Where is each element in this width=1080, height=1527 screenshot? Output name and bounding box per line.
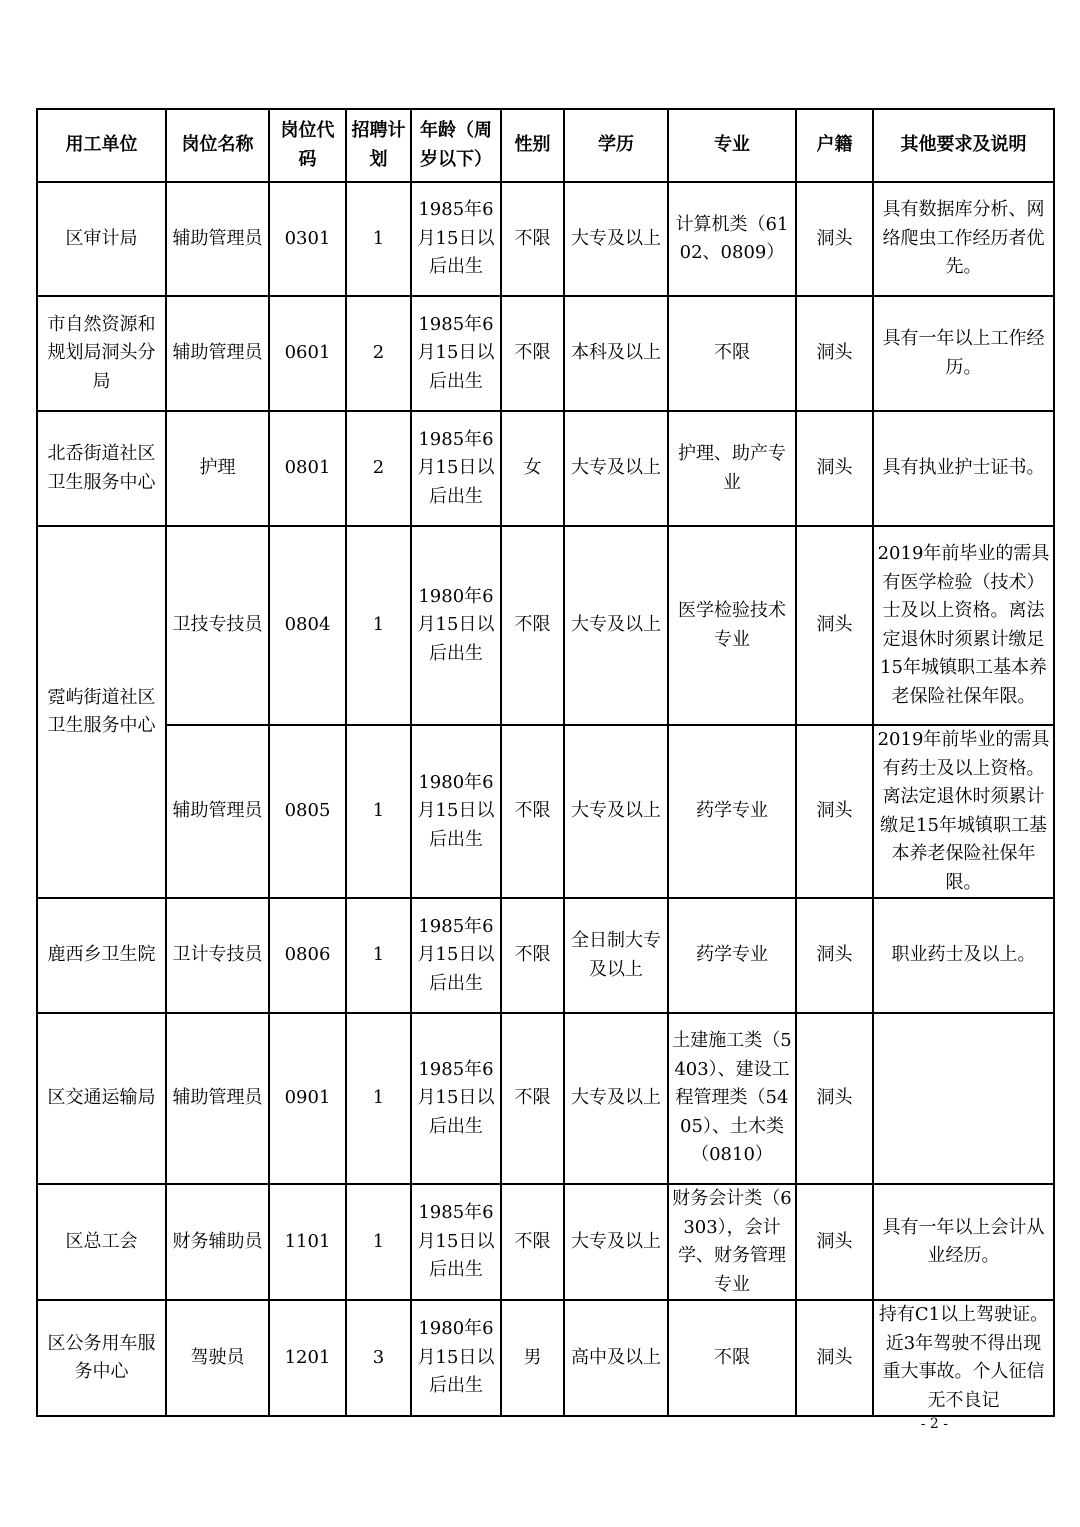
cell-post: 辅助管理员 [166, 182, 269, 296]
cell-post: 驾驶员 [166, 1300, 269, 1416]
cell-age: 1985年6月15日以后出生 [411, 1013, 501, 1184]
header-plan: 招聘计划 [346, 109, 411, 182]
cell-post: 辅助管理员 [166, 296, 269, 411]
header-unit: 用工单位 [37, 109, 166, 182]
cell-notes: 2019年前毕业的需具有药士及以上资格。离法定退休时须累计缴足15年城镇职工基本养老保险社保年限。 [873, 725, 1054, 898]
header-gender: 性别 [501, 109, 564, 182]
cell-age: 1985年6月15日以后出生 [411, 1184, 501, 1300]
cell-code: 0601 [269, 296, 346, 411]
cell-age: 1980年6月15日以后出生 [411, 526, 501, 725]
cell-hukou: 洞头 [796, 182, 873, 296]
header-age: 年龄（周岁以下） [411, 109, 501, 182]
cell-major: 土建施工类（5403）、建设工程管理类（5405）、土木类（0810） [668, 1013, 796, 1184]
table-row [37, 1184, 1054, 1300]
cell-hukou: 洞头 [796, 1184, 873, 1300]
cell-hukou: 洞头 [796, 296, 873, 411]
cell-post: 辅助管理员 [166, 1013, 269, 1184]
cell-age: 1985年6月15日以后出生 [411, 411, 501, 526]
cell-gender: 不限 [501, 1184, 564, 1300]
cell-age: 1985年6月15日以后出生 [411, 182, 501, 296]
table-row [37, 725, 1054, 898]
cell-hukou: 洞头 [796, 725, 873, 898]
cell-plan: 1 [346, 526, 411, 725]
table-header-row [37, 109, 1054, 182]
cell-age: 1980年6月15日以后出生 [411, 1300, 501, 1416]
cell-hukou: 洞头 [796, 1300, 873, 1416]
cell-age: 1985年6月15日以后出生 [411, 898, 501, 1013]
cell-age: 1985年6月15日以后出生 [411, 296, 501, 411]
cell-notes: 职业药士及以上。 [873, 898, 1054, 1013]
cell-plan: 2 [346, 296, 411, 411]
cell-education: 全日制大专及以上 [564, 898, 668, 1013]
cell-plan: 1 [346, 898, 411, 1013]
cell-notes: 具有一年以上会计从业经历。 [873, 1184, 1054, 1300]
cell-major: 医学检验技术专业 [668, 526, 796, 725]
cell-code: 0801 [269, 411, 346, 526]
cell-education: 大专及以上 [564, 526, 668, 725]
header-post: 岗位名称 [166, 109, 269, 182]
cell-notes: 具有数据库分析、网络爬虫工作经历者优先。 [873, 182, 1054, 296]
cell-major: 药学专业 [668, 725, 796, 898]
header-major: 专业 [668, 109, 796, 182]
cell-notes: 具有执业护士证书。 [873, 411, 1054, 526]
cell-plan: 3 [346, 1300, 411, 1416]
cell-hukou: 洞头 [796, 1013, 873, 1184]
cell-education: 大专及以上 [564, 1184, 668, 1300]
header-code: 岗位代码 [269, 109, 346, 182]
page-number: - 2 - [920, 1416, 948, 1432]
cell-code: 0301 [269, 182, 346, 296]
cell-education: 大专及以上 [564, 725, 668, 898]
cell-unit: 区总工会 [37, 1184, 166, 1300]
cell-plan: 1 [346, 182, 411, 296]
table-row [37, 182, 1054, 296]
table-row [37, 1013, 1054, 1184]
cell-major: 不限 [668, 296, 796, 411]
cell-gender: 不限 [501, 725, 564, 898]
cell-code: 0806 [269, 898, 346, 1013]
cell-gender: 男 [501, 1300, 564, 1416]
cell-major: 不限 [668, 1300, 796, 1416]
cell-gender: 女 [501, 411, 564, 526]
cell-gender: 不限 [501, 1013, 564, 1184]
cell-major: 护理、助产专业 [668, 411, 796, 526]
header-notes: 其他要求及说明 [873, 109, 1054, 182]
cell-code: 0804 [269, 526, 346, 725]
cell-unit: 区审计局 [37, 182, 166, 296]
cell-notes [873, 1013, 1054, 1184]
table-row [37, 296, 1054, 411]
cell-unit: 市自然资源和规划局洞头分局 [37, 296, 166, 411]
cell-post: 财务辅助员 [166, 1184, 269, 1300]
cell-unit: 鹿西乡卫生院 [37, 898, 166, 1013]
table-row [37, 526, 1054, 725]
cell-gender: 不限 [501, 296, 564, 411]
cell-unit: 北岙街道社区卫生服务中心 [37, 411, 166, 526]
cell-major: 计算机类（6102、0809） [668, 182, 796, 296]
cell-hukou: 洞头 [796, 411, 873, 526]
cell-notes: 持有C1以上驾驶证。近3年驾驶不得出现重大事故。个人征信无不良记 [873, 1300, 1054, 1416]
cell-gender: 不限 [501, 898, 564, 1013]
cell-major: 药学专业 [668, 898, 796, 1013]
cell-major: 财务会计类（6303），会计学、财务管理专业 [668, 1184, 796, 1300]
table-row [37, 1300, 1054, 1416]
cell-post: 卫技专技员 [166, 526, 269, 725]
cell-code: 1201 [269, 1300, 346, 1416]
cell-gender: 不限 [501, 182, 564, 296]
cell-plan: 2 [346, 411, 411, 526]
header-education: 学历 [564, 109, 668, 182]
cell-education: 高中及以上 [564, 1300, 668, 1416]
cell-education: 本科及以上 [564, 296, 668, 411]
cell-plan: 1 [346, 725, 411, 898]
cell-unit: 区公务用车服务中心 [37, 1300, 166, 1416]
cell-gender: 不限 [501, 526, 564, 725]
cell-education: 大专及以上 [564, 182, 668, 296]
cell-hukou: 洞头 [796, 526, 873, 725]
cell-post: 护理 [166, 411, 269, 526]
cell-code: 1101 [269, 1184, 346, 1300]
cell-post: 辅助管理员 [166, 725, 269, 898]
cell-hukou: 洞头 [796, 898, 873, 1013]
cell-age: 1980年6月15日以后出生 [411, 725, 501, 898]
cell-notes: 具有一年以上工作经历。 [873, 296, 1054, 411]
cell-plan: 1 [346, 1184, 411, 1300]
cell-code: 0805 [269, 725, 346, 898]
cell-plan: 1 [346, 1013, 411, 1184]
recruitment-table [36, 108, 1055, 1417]
cell-education: 大专及以上 [564, 1013, 668, 1184]
table-row [37, 898, 1054, 1013]
header-hukou: 户籍 [796, 109, 873, 182]
cell-post: 卫计专技员 [166, 898, 269, 1013]
cell-unit: 区交通运输局 [37, 1013, 166, 1184]
cell-unit: 霓屿街道社区卫生服务中心 [37, 526, 166, 898]
cell-notes: 2019年前毕业的需具有医学检验（技术）士及以上资格。离法定退休时须累计缴足15年城镇职工基本养老保险社保年限。 [873, 526, 1054, 725]
table-row [37, 411, 1054, 526]
cell-code: 0901 [269, 1013, 346, 1184]
cell-education: 大专及以上 [564, 411, 668, 526]
